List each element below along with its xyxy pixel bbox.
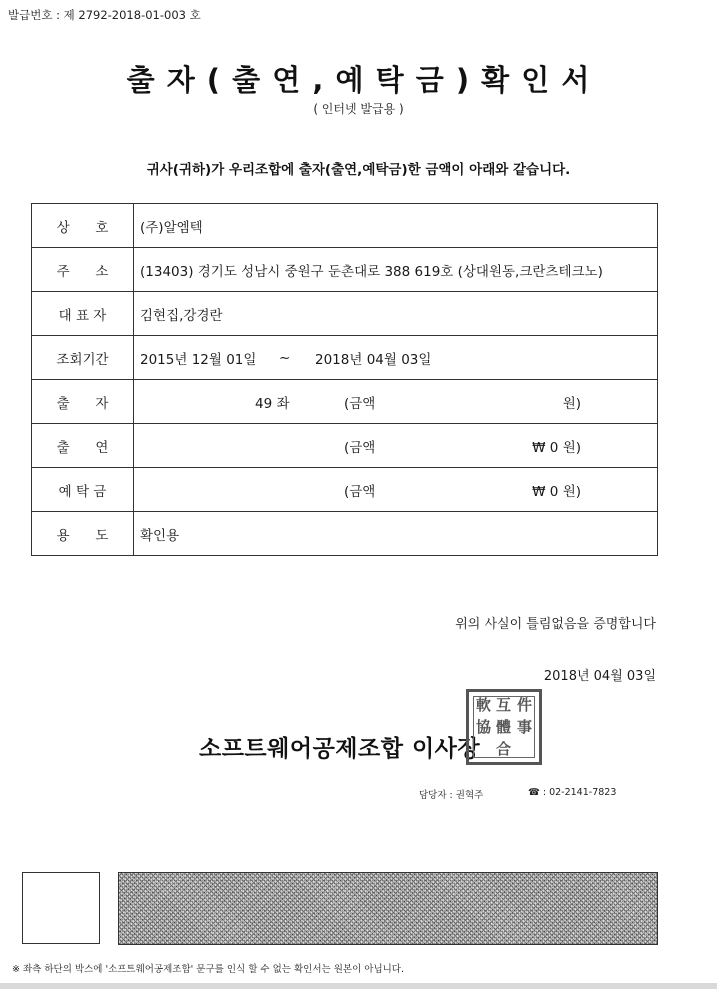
purpose-label: 용 도 [32,512,134,556]
address-value: (13403) 경기도 성남시 중원구 둔촌대로 388 619호 (상대원동,크란츠테크노) [134,248,658,292]
seal-glyph: 軟 [476,696,492,714]
deposit-value [134,468,658,512]
document-title: 출 자 ( 출 연 , 예 탁 금 ) 확 인 서 [126,63,591,97]
donation-value [134,424,658,468]
contact-person: 담당자 : 권혁주 [419,790,484,801]
period-end: 2018년 04월 03일 [315,351,432,368]
deposit-amount-label: (금액 [344,483,376,500]
seal-glyph: 體 [496,718,512,736]
issuer-name: 소프트웨어공제조합 이사장 [199,736,481,762]
donation-label: 출 연 [32,424,134,468]
donation-amount: ₩ 0 원) [532,439,581,456]
period-start: 2015년 12월 01일 [140,351,257,368]
table-row [32,468,658,512]
table-row [32,380,658,424]
company-label: 상 호 [32,204,134,248]
table-row [32,424,658,468]
address-label: 주 소 [32,248,134,292]
bottom-scrollbar [0,983,717,989]
info-table [31,203,658,556]
contribution-value [134,380,658,424]
contribution-amount-label: (금액 [344,395,376,412]
intro-sentence: 귀사(귀하)가 우리조합에 출자(출연,예탁금)한 금액이 아래와 같습니다. [146,162,571,178]
donation-amount-label: (금액 [344,439,376,456]
deposit-label: 예 탁 금 [32,468,134,512]
official-seal-stamp [466,689,542,765]
ceo-value: 김현집,강경란 [134,292,658,336]
contribution-amount: 원) [562,395,581,412]
verification-box [22,872,100,944]
ceo-label: 대 표 자 [32,292,134,336]
certification-statement: 위의 사실이 틀림없음을 증명합니다 [455,617,656,632]
period-separator: ~ [279,349,291,366]
purpose-value: 확인용 [134,512,658,556]
period-value [134,336,658,380]
table-row [32,512,658,556]
table-row [32,292,658,336]
table-row [32,336,658,380]
footnote: ※ 좌측 하단의 박스에 '소프트웨어공제조합' 문구를 인식 할 수 없는 확인서는 원본이 아닙니다. [12,964,404,975]
seal-glyph: 互 [496,696,512,714]
issue-date: 2018년 04월 03일 [543,669,656,684]
company-value: (주)알엠텍 [134,204,658,248]
seal-glyph: 事 [517,718,533,736]
table-row [32,248,658,292]
document-subtitle: ( 인터넷 발급용 ) [313,102,404,116]
contact-phone: ☎ : 02-2141-7823 [528,787,617,798]
table-row [32,204,658,248]
seal-glyph: 合 [496,740,512,758]
seal-glyph: 件 [517,696,533,714]
contribution-count: 49 좌 [255,395,290,412]
contribution-label: 출 자 [32,380,134,424]
period-label: 조회기간 [32,336,134,380]
security-pattern [118,872,658,945]
deposit-amount: ₩ 0 원) [532,483,581,500]
issue-number: 발급번호 : 제 2792-2018-01-003 호 [8,8,201,22]
seal-glyph: 協 [476,718,492,736]
